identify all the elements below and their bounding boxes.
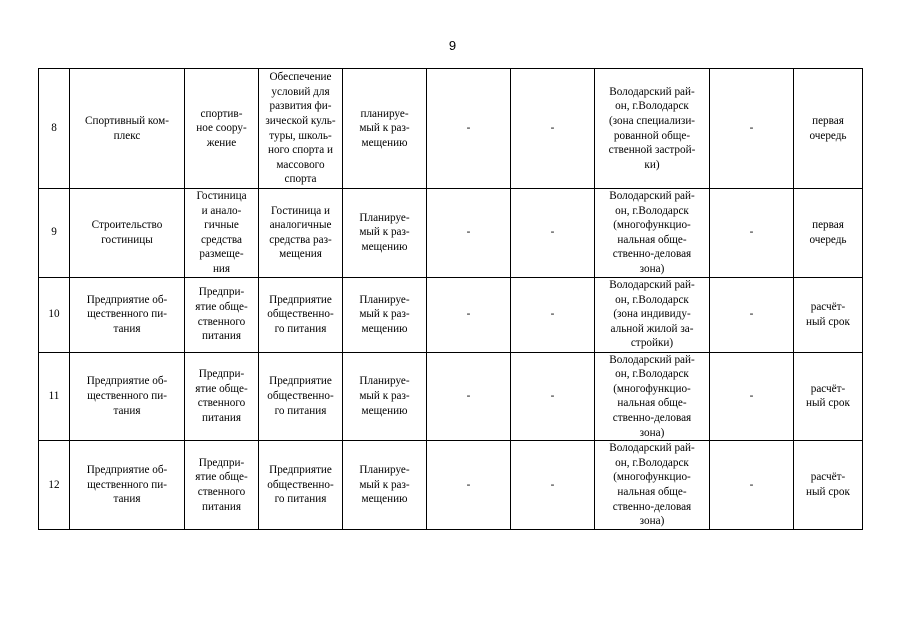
column-9-cell: - [710,189,794,278]
term-cell: первая очередь [794,189,863,278]
location-cell: Володарский рай- он, г.Володарск (многофункцио- нальная обще- ственно-деловая зона) [595,441,710,530]
table-row [39,69,863,189]
page-number: 9 [448,38,457,53]
object-name-cell: Предприятие об- щественного пи- тания [70,352,185,441]
column-6-cell: - [427,277,511,352]
column-7-cell: - [511,441,595,530]
object-type-cell: Гостиница и анало- гичные средства размеще- ния [185,189,259,278]
object-name-cell: Предприятие об- щественного пи- тания [70,277,185,352]
location-cell: Володарский рай- он, г.Володарск (зона специализи- рованной обще- ственной застрой- ки) [595,69,710,189]
object-name-cell: Предприятие об- щественного пи- тания [70,441,185,530]
term-cell: расчёт- ный срок [794,352,863,441]
location-cell: Володарский рай- он, г.Володарск (многофункцио- нальная обще- ственно-деловая зона) [595,189,710,278]
status-cell: планируе- мый к раз- мещению [343,69,427,189]
row-number-cell: 9 [39,189,70,278]
object-type-cell: Предпри- ятие обще- ственного питания [185,441,259,530]
objects-table [38,68,863,530]
purpose-cell: Предприятие общественно- го питания [259,441,343,530]
row-number-cell: 12 [39,441,70,530]
location-cell: Володарский рай- он, г.Володарск (зона индивиду- альной жилой за- стройки) [595,277,710,352]
column-6-cell: - [427,189,511,278]
status-cell: Планируе- мый к раз- мещению [343,441,427,530]
column-7-cell: - [511,189,595,278]
object-type-cell: спортив- ное соору- жение [185,69,259,189]
object-name-cell: Строительство гостиницы [70,189,185,278]
purpose-cell: Обеспечение условий для развития фи- зической куль- туры, школь- ного спорта и массового спорта [259,69,343,189]
table-row [39,189,863,278]
column-7-cell: - [511,277,595,352]
term-cell: первая очередь [794,69,863,189]
table-row [39,277,863,352]
column-9-cell: - [710,352,794,441]
status-cell: Планируе- мый к раз- мещению [343,277,427,352]
column-9-cell: - [710,441,794,530]
column-6-cell: - [427,69,511,189]
row-number-cell: 10 [39,277,70,352]
column-7-cell: - [511,69,595,189]
status-cell: Планируе- мый к раз- мещению [343,352,427,441]
table-row [39,352,863,441]
term-cell: расчёт- ный срок [794,441,863,530]
table-row [39,441,863,530]
purpose-cell: Предприятие общественно- го питания [259,277,343,352]
column-7-cell: - [511,352,595,441]
object-type-cell: Предпри- ятие обще- ственного питания [185,277,259,352]
object-type-cell: Предпри- ятие обще- ственного питания [185,352,259,441]
location-cell: Володарский рай- он, г.Володарск (многофункцио- нальная обще- ственно-деловая зона) [595,352,710,441]
status-cell: Планируе- мый к раз- мещению [343,189,427,278]
purpose-cell: Предприятие общественно- го питания [259,352,343,441]
row-number-cell: 11 [39,352,70,441]
column-6-cell: - [427,352,511,441]
object-name-cell: Спортивный ком- плекс [70,69,185,189]
column-9-cell: - [710,69,794,189]
row-number-cell: 8 [39,69,70,189]
term-cell: расчёт- ный срок [794,277,863,352]
purpose-cell: Гостиница и аналогичные средства раз- мещения [259,189,343,278]
column-9-cell: - [710,277,794,352]
column-6-cell: - [427,441,511,530]
